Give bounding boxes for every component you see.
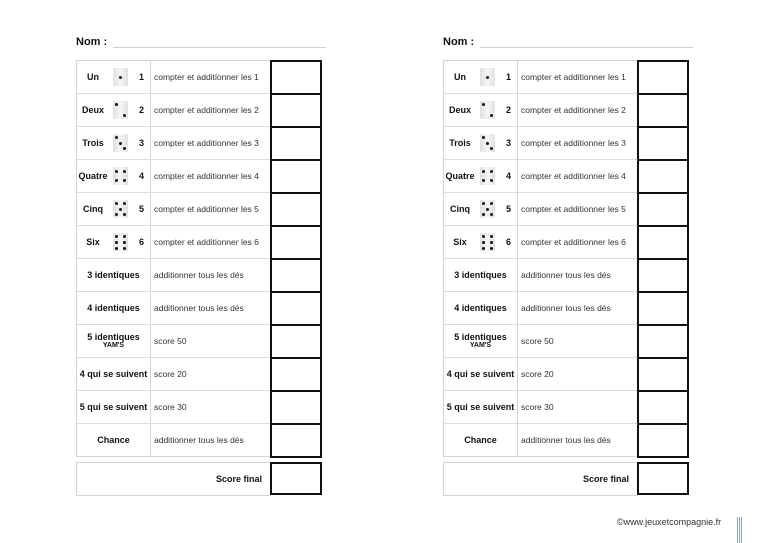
pip	[115, 103, 118, 106]
table-row	[77, 358, 270, 391]
pip	[486, 76, 489, 79]
row-name: 4 qui se suivent	[446, 369, 515, 379]
row-name: Quatre	[445, 171, 475, 181]
row-subtitle: YAM'S	[469, 342, 492, 349]
pip	[490, 247, 493, 250]
row-name-cell	[77, 94, 151, 126]
row-description: additionner tous les dés	[154, 435, 244, 445]
pip	[115, 241, 118, 244]
table-row	[444, 193, 637, 226]
row-value: 4	[139, 171, 145, 181]
score-box[interactable]	[270, 423, 322, 458]
die-4-icon	[113, 167, 128, 185]
row-name-cell	[77, 61, 151, 93]
pip	[482, 241, 485, 244]
die-3-icon	[480, 134, 495, 152]
die-1-icon	[113, 68, 128, 86]
pip	[115, 202, 118, 205]
row-value: 5	[506, 204, 512, 214]
score-box[interactable]	[637, 423, 689, 458]
score-box[interactable]	[270, 159, 322, 192]
pip	[490, 241, 493, 244]
row-value: 2	[139, 105, 145, 115]
score-box[interactable]	[637, 324, 689, 357]
score-box[interactable]	[637, 93, 689, 126]
row-description: compter et additionner les 1	[521, 72, 626, 82]
row-name-cell	[444, 325, 518, 357]
pip	[115, 179, 118, 182]
table-row	[444, 358, 637, 391]
row-description: compter et additionner les 6	[154, 237, 259, 247]
copyright-footer: ©www.jeuxetcompagnie.fr	[617, 517, 722, 527]
score-box[interactable]	[270, 60, 322, 93]
row-description: compter et additionner les 4	[154, 171, 259, 181]
row-description: compter et additionner les 5	[154, 204, 259, 214]
score-box[interactable]	[270, 93, 322, 126]
die-1-icon	[480, 68, 495, 86]
row-name: 5 qui se suivent	[446, 402, 515, 412]
die-5-icon	[480, 200, 495, 218]
table-row	[77, 193, 270, 226]
row-description: score 20	[521, 369, 554, 379]
table-row	[444, 292, 637, 325]
score-box[interactable]	[270, 324, 322, 357]
row-name: Trois	[449, 138, 471, 148]
row-name-cell	[444, 127, 518, 159]
score-box[interactable]	[637, 390, 689, 423]
pip	[482, 247, 485, 250]
row-description: additionner tous les dés	[521, 270, 611, 280]
row-name-cell	[77, 226, 151, 258]
pip	[123, 114, 126, 117]
row-name-cell	[77, 127, 151, 159]
row-name-cell	[77, 193, 151, 225]
row-value: 1	[139, 72, 145, 82]
row-description: compter et additionner les 6	[521, 237, 626, 247]
pip	[123, 202, 126, 205]
row-name-cell	[444, 391, 518, 423]
score-box[interactable]	[637, 192, 689, 225]
score-box[interactable]	[270, 258, 322, 291]
row-name: 5 qui se suivent	[79, 402, 148, 412]
row-name: 4 identiques	[87, 303, 140, 313]
pip	[482, 213, 485, 216]
pip	[115, 247, 118, 250]
die-5-icon	[113, 200, 128, 218]
table-row	[77, 61, 270, 94]
row-name: Un	[87, 72, 99, 82]
score-box[interactable]	[270, 225, 322, 258]
row-name: 3 identiques	[87, 270, 140, 280]
pip	[486, 208, 489, 211]
row-name: Deux	[81, 105, 104, 115]
decorative-bars	[737, 517, 743, 543]
score-box[interactable]	[270, 291, 322, 324]
row-name: Six	[86, 237, 100, 247]
row-value: 1	[506, 72, 512, 82]
row-name: Trois	[82, 138, 104, 148]
row-name: 5 identiques	[454, 332, 507, 342]
row-description: additionner tous les dés	[154, 303, 244, 313]
row-name: Cinq	[83, 204, 103, 214]
score-table	[443, 60, 638, 457]
pip	[123, 147, 126, 150]
table-row	[77, 424, 270, 456]
final-score-row	[443, 462, 638, 496]
score-box[interactable]	[637, 291, 689, 324]
score-box[interactable]	[637, 225, 689, 258]
row-name: Deux	[448, 105, 471, 115]
row-name-cell	[77, 259, 151, 291]
pip	[123, 179, 126, 182]
row-name: Chance	[97, 435, 130, 445]
row-name-cell	[444, 160, 518, 192]
final-score-box[interactable]	[637, 462, 689, 495]
row-name: Cinq	[450, 204, 470, 214]
row-name-cell	[444, 259, 518, 291]
table-row	[77, 259, 270, 292]
row-name-cell	[444, 226, 518, 258]
pip	[482, 202, 485, 205]
pip	[490, 202, 493, 205]
final-score-row	[76, 462, 271, 496]
row-description: compter et additionner les 2	[154, 105, 259, 115]
die-2-icon	[113, 101, 128, 119]
pip	[123, 247, 126, 250]
row-value: 5	[139, 204, 145, 214]
score-box[interactable]	[637, 60, 689, 93]
score-box[interactable]	[270, 192, 322, 225]
table-row	[77, 292, 270, 325]
name-input-line[interactable]	[480, 47, 693, 48]
table-row	[444, 61, 637, 94]
row-name-cell	[77, 391, 151, 423]
row-value: 2	[506, 105, 512, 115]
row-name: 3 identiques	[454, 270, 507, 280]
row-name-cell	[444, 61, 518, 93]
row-description: additionner tous les dés	[521, 435, 611, 445]
row-subtitle: YAM'S	[102, 342, 125, 349]
pip	[119, 208, 122, 211]
score-box[interactable]	[637, 159, 689, 192]
row-name: Chance	[464, 435, 497, 445]
name-label: Nom :	[76, 36, 108, 48]
pip	[119, 142, 122, 145]
pip	[490, 213, 493, 216]
row-name-cell	[77, 325, 151, 357]
score-box[interactable]	[270, 390, 322, 423]
die-6-icon	[480, 233, 495, 251]
row-description: additionner tous les dés	[154, 270, 244, 280]
pip	[482, 136, 485, 139]
row-name-cell	[77, 292, 151, 324]
row-name-cell	[444, 193, 518, 225]
row-description: compter et additionner les 4	[521, 171, 626, 181]
table-row	[444, 424, 637, 456]
pip	[123, 213, 126, 216]
pip	[119, 76, 122, 79]
die-3-icon	[113, 134, 128, 152]
row-name: 4 identiques	[454, 303, 507, 313]
pip	[490, 147, 493, 150]
table-row	[444, 325, 637, 358]
score-box[interactable]	[637, 258, 689, 291]
table-row	[77, 325, 270, 358]
row-name: Un	[454, 72, 466, 82]
score-boxes	[270, 60, 322, 458]
table-row	[444, 391, 637, 424]
final-score-box[interactable]	[270, 462, 322, 495]
table-row	[444, 259, 637, 292]
row-description: compter et additionner les 5	[521, 204, 626, 214]
row-name-cell	[77, 160, 151, 192]
pip	[490, 235, 493, 238]
table-row	[77, 160, 270, 193]
final-score-label: Score final	[582, 474, 629, 484]
row-value: 6	[506, 237, 512, 247]
row-name: 4 qui se suivent	[79, 369, 148, 379]
score-box[interactable]	[270, 126, 322, 159]
score-box[interactable]	[637, 126, 689, 159]
die-6-icon	[113, 233, 128, 251]
pip	[482, 179, 485, 182]
row-description: additionner tous les dés	[521, 303, 611, 313]
table-row	[444, 226, 637, 259]
row-name-cell	[444, 292, 518, 324]
pip	[123, 241, 126, 244]
table-row	[77, 226, 270, 259]
table-row	[444, 127, 637, 160]
score-table	[76, 60, 271, 457]
score-box[interactable]	[270, 357, 322, 390]
score-boxes	[637, 60, 689, 458]
row-value: 4	[506, 171, 512, 181]
pip	[123, 235, 126, 238]
row-value: 3	[139, 138, 145, 148]
row-description: score 30	[154, 402, 187, 412]
row-description: compter et additionner les 3	[154, 138, 259, 148]
table-row	[77, 94, 270, 127]
pip	[486, 142, 489, 145]
die-2-icon	[480, 101, 495, 119]
score-box[interactable]	[637, 357, 689, 390]
row-description: score 30	[521, 402, 554, 412]
table-row	[77, 391, 270, 424]
pip	[115, 235, 118, 238]
row-name-cell	[77, 424, 151, 456]
pip	[123, 170, 126, 173]
row-description: score 50	[154, 336, 187, 346]
row-name: 5 identiques	[87, 332, 140, 342]
row-name: Six	[453, 237, 467, 247]
row-value: 3	[506, 138, 512, 148]
name-label: Nom :	[443, 36, 475, 48]
row-name-cell	[444, 94, 518, 126]
row-name: Quatre	[78, 171, 108, 181]
die-4-icon	[480, 167, 495, 185]
row-description: compter et additionner les 1	[154, 72, 259, 82]
row-description: score 20	[154, 369, 187, 379]
name-input-line[interactable]	[113, 47, 326, 48]
pip	[482, 170, 485, 173]
final-score-label: Score final	[215, 474, 262, 484]
pip	[482, 103, 485, 106]
row-name-cell	[444, 424, 518, 456]
pip	[490, 170, 493, 173]
row-name-cell	[444, 358, 518, 390]
pip	[490, 114, 493, 117]
pip	[482, 235, 485, 238]
pip	[490, 179, 493, 182]
row-value: 6	[139, 237, 145, 247]
table-row	[77, 127, 270, 160]
pip	[115, 213, 118, 216]
row-description: compter et additionner les 3	[521, 138, 626, 148]
row-description: compter et additionner les 2	[521, 105, 626, 115]
row-name-cell	[77, 358, 151, 390]
table-row	[444, 160, 637, 193]
pip	[115, 170, 118, 173]
row-description: score 50	[521, 336, 554, 346]
pip	[115, 136, 118, 139]
table-row	[444, 94, 637, 127]
